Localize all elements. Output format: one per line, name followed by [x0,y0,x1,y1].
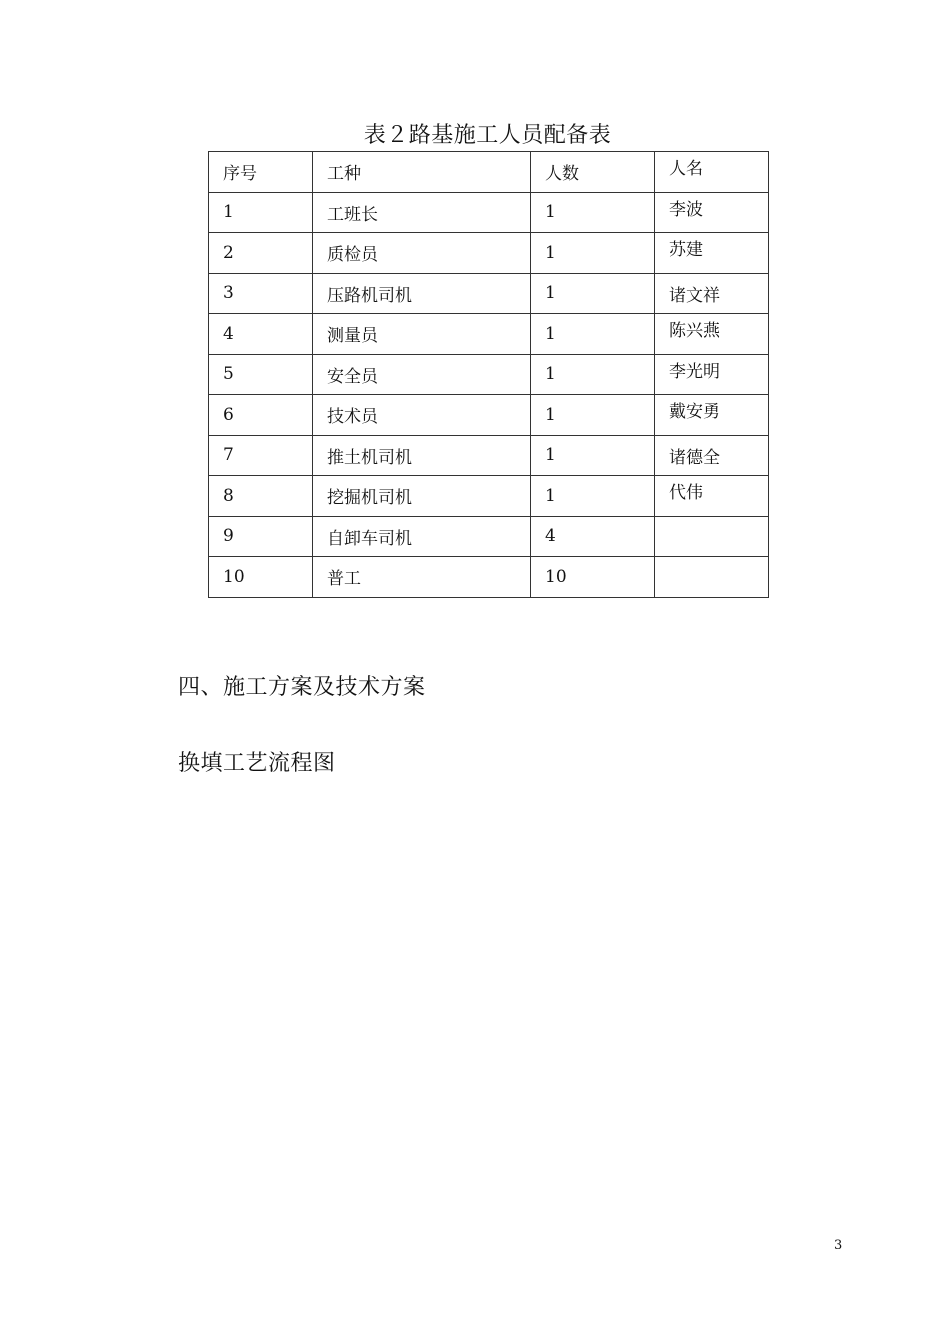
table-row [209,233,769,274]
table-row [209,192,769,233]
cell-index: 7 [209,435,313,476]
cell-count: 1 [531,435,655,476]
cell-name: 诸德全 [655,435,769,476]
table-row [209,354,769,395]
cell-job: 挖掘机司机 [313,476,531,517]
cell-count: 1 [531,395,655,436]
cell-job: 自卸车司机 [313,516,531,557]
cell-name [655,516,769,557]
cell-index: 3 [209,273,313,314]
table-row [209,557,769,598]
cell-job: 测量员 [313,314,531,355]
cell-name: 苏建 [655,233,769,274]
table-header-row [209,152,769,193]
cell-count: 1 [531,273,655,314]
header-cell-count: 人数 [531,152,655,193]
staff-table [208,151,769,598]
cell-job: 推土机司机 [313,435,531,476]
table-row [209,273,769,314]
table-title: 表２路基施工人员配备表 [363,123,612,148]
cell-index: 2 [209,233,313,274]
table-row [209,435,769,476]
cell-name: 陈兴燕 [655,314,769,355]
cell-count: 1 [531,314,655,355]
table-row [209,516,769,557]
header-cell-job: 工种 [313,152,531,193]
cell-index: 6 [209,395,313,436]
table-row [209,476,769,517]
cell-name: 代伟 [655,476,769,517]
cell-job: 安全员 [313,354,531,395]
cell-index: 8 [209,476,313,517]
cell-count: 1 [531,476,655,517]
table-row [209,314,769,355]
cell-job: 压路机司机 [313,273,531,314]
cell-job: 普工 [313,557,531,598]
cell-count: 1 [531,233,655,274]
cell-name: 李光明 [655,354,769,395]
section-heading: 四、施工方案及技术方案 [178,675,426,700]
cell-name: 诸文祥 [655,273,769,314]
cell-job: 技术员 [313,395,531,436]
cell-name [655,557,769,598]
cell-index: 1 [209,192,313,233]
cell-job: 质检员 [313,233,531,274]
cell-count: 4 [531,516,655,557]
page-number: 3 [834,1238,843,1253]
cell-index: 9 [209,516,313,557]
cell-name: 李波 [655,192,769,233]
cell-index: 4 [209,314,313,355]
cell-count: 1 [531,354,655,395]
cell-name: 戴安勇 [655,395,769,436]
table-row [209,395,769,436]
header-cell-index: 序号 [209,152,313,193]
cell-index: 10 [209,557,313,598]
cell-index: 5 [209,354,313,395]
cell-count: 1 [531,192,655,233]
header-cell-name: 人名 [655,152,769,193]
sub-heading: 换填工艺流程图 [178,751,336,776]
cell-job: 工班长 [313,192,531,233]
cell-count: 10 [531,557,655,598]
